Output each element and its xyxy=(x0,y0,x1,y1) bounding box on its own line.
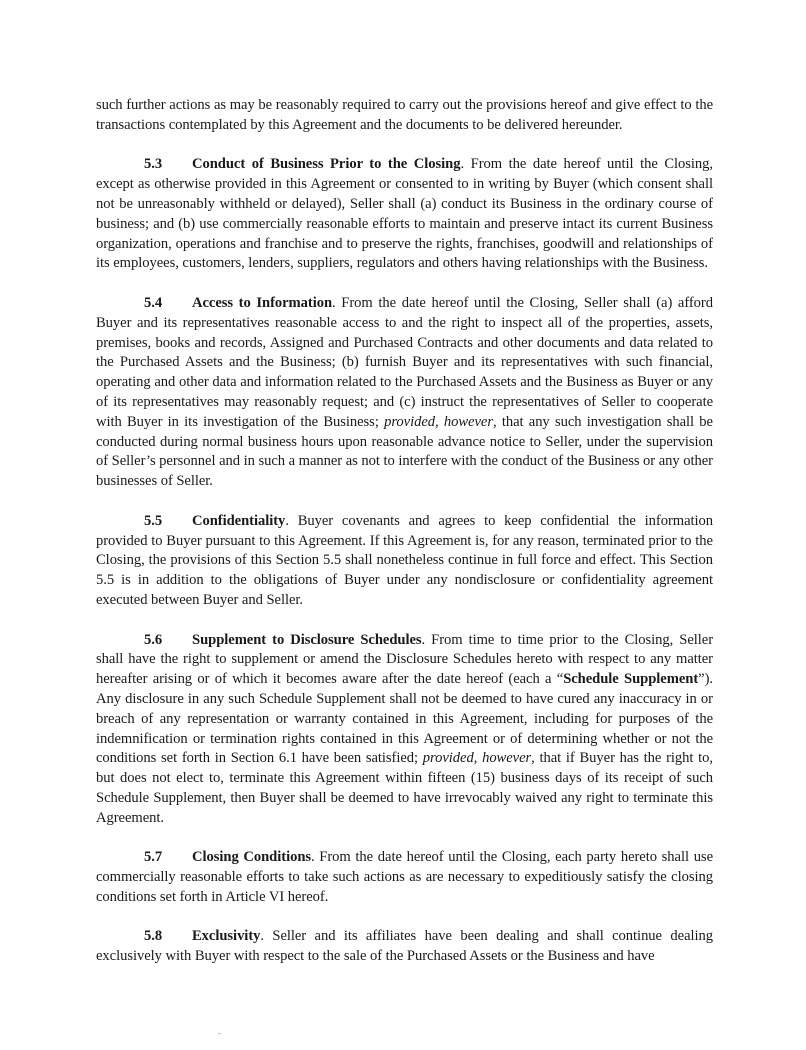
section-title: Closing Conditions xyxy=(192,849,312,866)
section-body: . From the date hereof until the Closing, each party hereto shall use commercially reasonable efforts to take such actions as are necessary to expeditiously satisfy the closing conditions set forth in Article VI hereof. xyxy=(96,849,713,905)
section-body-continued: ”). Any disclosure in any such Schedule Supplement shall not be deemed to have cured any inaccuracy in or breach of any representation or warranty contained in this Agreement, including for purposes of the indemnification or termination rights contained in this Agreement or of determining whether or not the conditions set forth in Section 6.1 have been satisfied; xyxy=(96,671,713,767)
section-title: Conduct of Business Prior to the Closing xyxy=(192,156,461,173)
section-title: Supplement to Disclosure Schedules xyxy=(192,631,422,648)
scan-artifact xyxy=(218,1033,221,1034)
proviso-italic: provided, however xyxy=(384,413,493,430)
section-number: 5.6 xyxy=(144,631,163,648)
proviso-italic: provided, however xyxy=(422,750,532,767)
section-title: Confidentiality xyxy=(192,512,286,529)
section-5-7 xyxy=(96,848,713,907)
section-title: Access to Information xyxy=(192,294,333,311)
section-body: . From the date hereof until the Closing, except as otherwise provided in this Agreement or consented to in writing by Buyer (which consent shall not be unreasonably withheld or delayed), Seller shall (a) conduct its Business in the ordinary course of business; and (b) use commercially reasonable efforts to maintain and preserve intact its current Business organization, operations and franchise and to preserve the rights, franchises, goodwill and relationships of its employees, customers, lenders, suppliers, regulators and others having relationships with the Business. xyxy=(96,156,713,272)
document-page xyxy=(96,96,713,987)
paragraph-text: such further actions as may be reasonably required to carry out the provisions hereof and give effect to the transactions contemplated by this Agreement and the documents to be delivered hereunder. xyxy=(96,97,713,133)
section-5-8 xyxy=(96,927,713,967)
section-5-4 xyxy=(96,294,713,492)
section-number: 5.5 xyxy=(144,512,163,529)
section-body: . Buyer covenants and agrees to keep confidential the information provided to Buyer pursuant to this Agreement. If this Agreement is, for any reason, terminated prior to the Closing, the provisions of this Section 5.5 shall nonetheless continue in full force and effect. This Section 5.5 is in addition to the obligations of Buyer under any nondisclosure or confidentiality agreement executed between Buyer and Seller. xyxy=(96,512,713,608)
section-title: Exclusivity xyxy=(192,928,261,945)
section-number: 5.7 xyxy=(144,849,163,866)
section-5-6 xyxy=(96,631,713,829)
section-number: 5.8 xyxy=(144,928,163,945)
section-body: . From time to time prior to the Closing, Seller shall have the right to supplement or amend the Disclosure Schedules hereto with respect to any matter hereafter arising or of which it becomes aware after the date hereof (each a “ xyxy=(96,631,713,688)
section-5-5 xyxy=(96,512,713,611)
section-body: . Seller and its affiliates have been dealing and shall continue dealing exclusively with Buyer with respect to the sale of the Purchased Assets or the Business and have xyxy=(96,928,713,965)
section-5-3 xyxy=(96,155,713,274)
continuation-paragraph xyxy=(96,96,713,136)
section-body-continued: , that any such investigation shall be conducted during normal business hours upon reasonable advance notice to Seller, under the supervision of Seller’s personnel and in such a manner as not to interfere with the conduct of the Business or any other businesses of Seller. xyxy=(96,413,713,490)
defined-term: Schedule Supplement xyxy=(563,671,699,688)
section-body: . From the date hereof until the Closing, Seller shall (a) afford Buyer and its representatives reasonable access to and the right to inspect all of the properties, assets, premises, books and records, Assigned and Purchased Contracts and other documents and data related to the Purchased Assets and the Business; (b) furnish Buyer and its representatives with such financial, operating and other data and information related to the Purchased Assets and the Business as Buyer or any of its representatives may reasonably request; and (c) instruct the representatives of Seller to cooperate with Buyer in its investigation of the Business; xyxy=(96,294,713,430)
section-number: 5.3 xyxy=(144,156,163,173)
section-body-end: , that if Buyer has the right to, but does not elect to, terminate this Agreement within fifteen (15) business days of its receipt of such Schedule Supplement, then Buyer shall be deemed to have irrevocably waived any right to terminate this Agreement. xyxy=(96,750,713,826)
section-number: 5.4 xyxy=(144,294,163,311)
